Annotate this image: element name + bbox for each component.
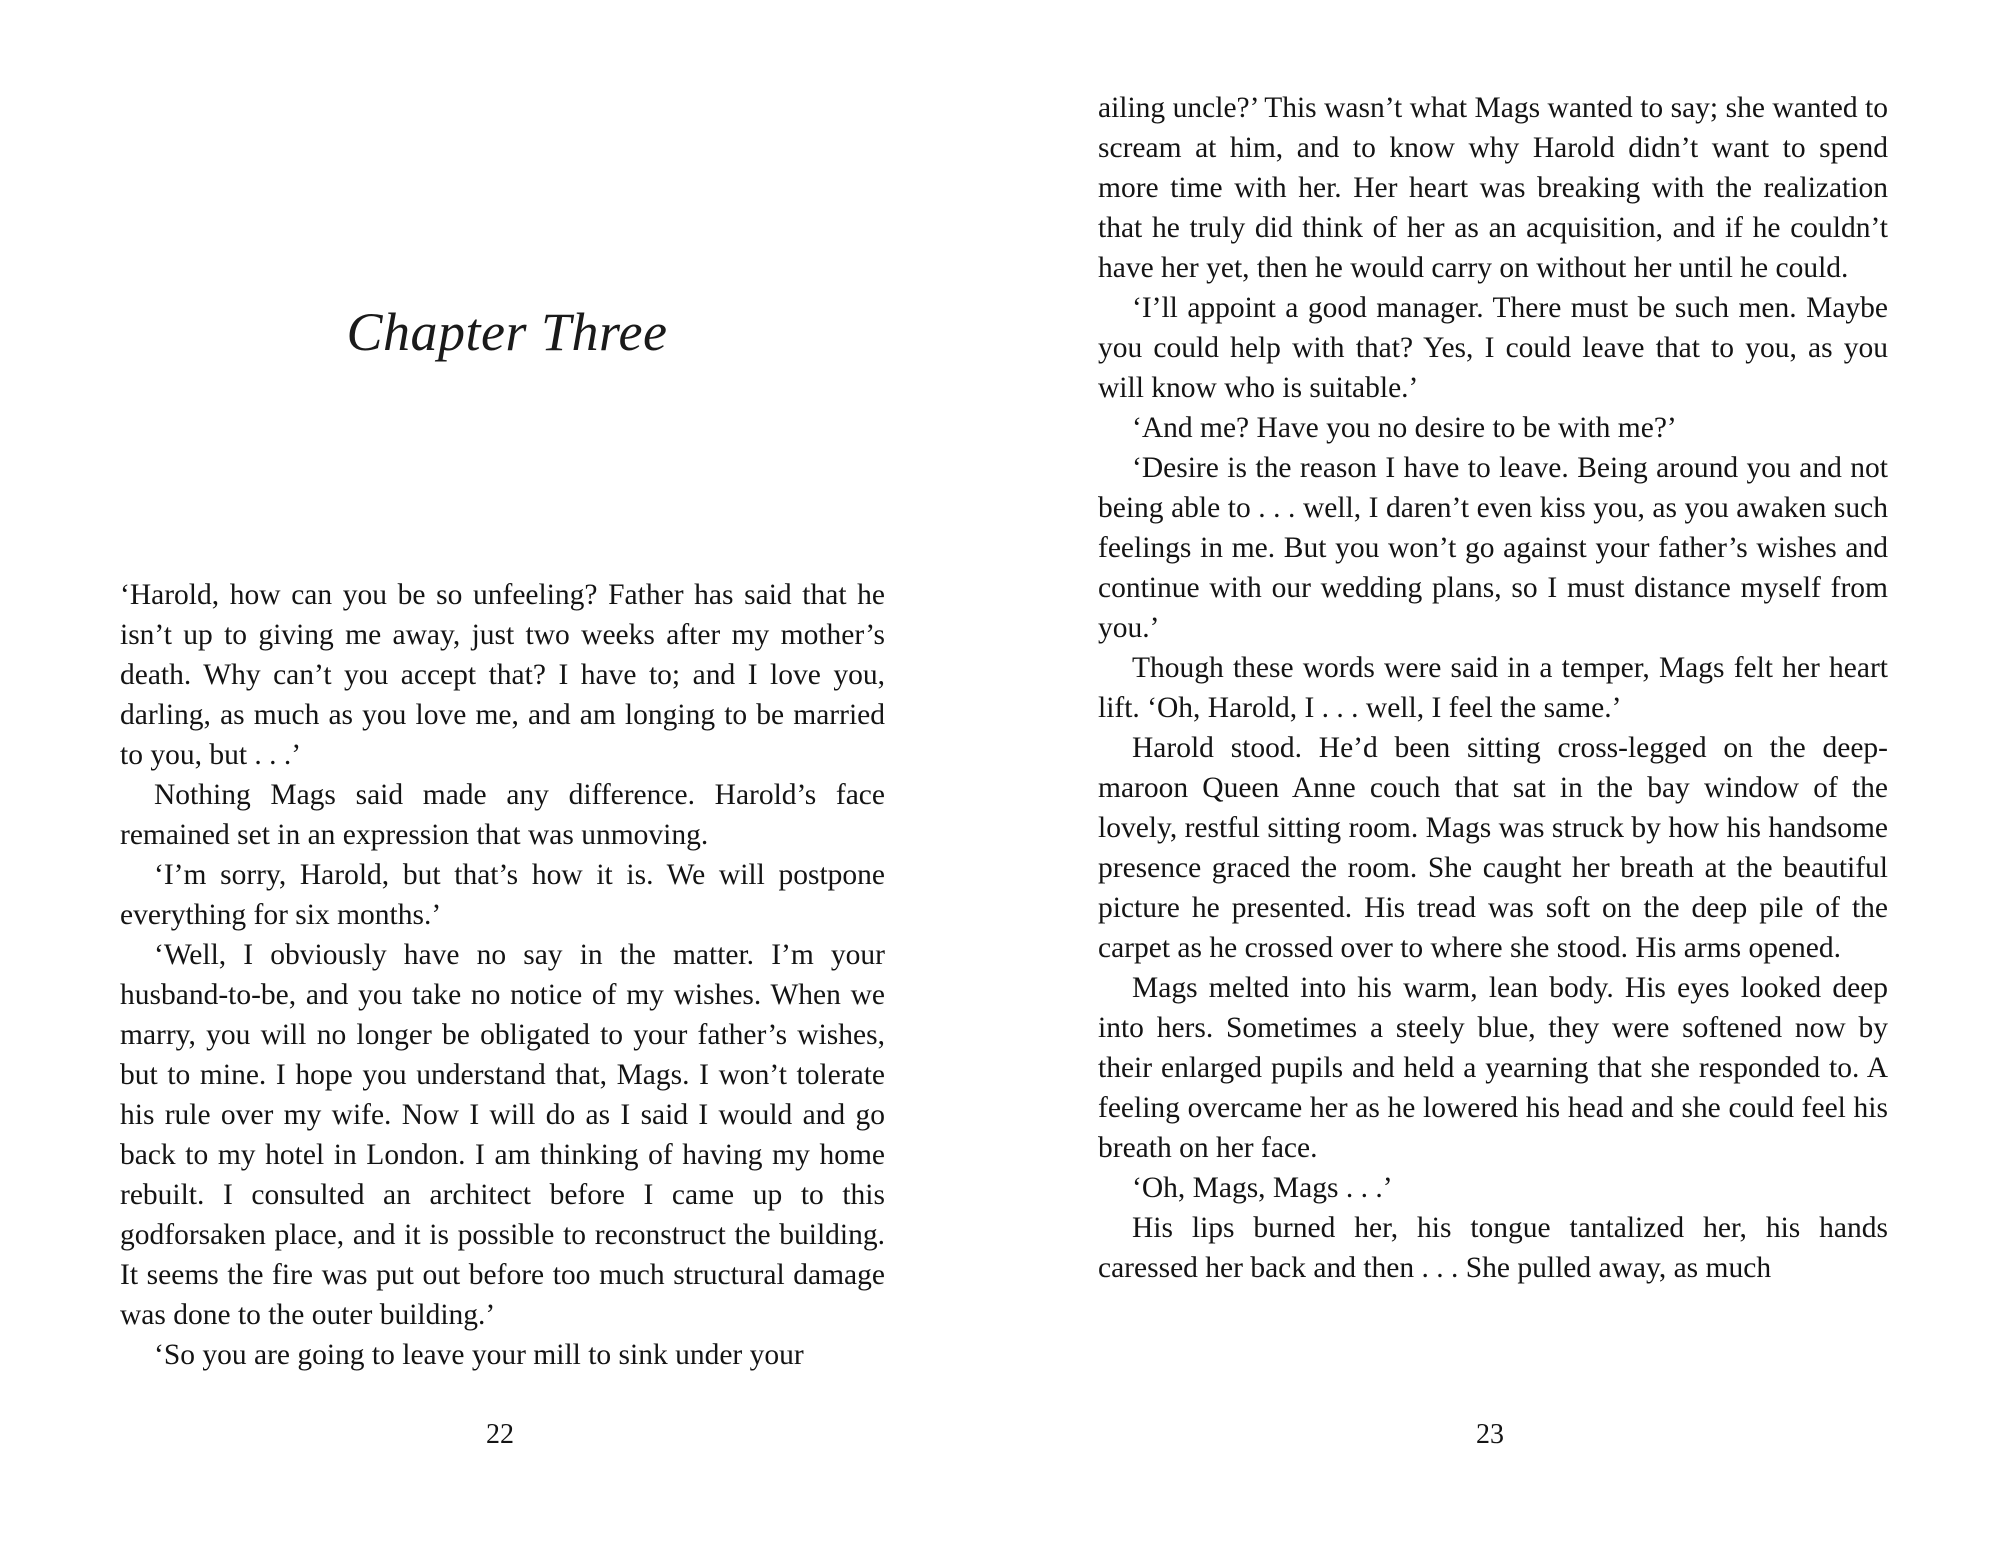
paragraph: ‘Desire is the reason I have to leave. Being around you and not being able to . . . well, I daren’t even kiss you, as you awaken such feelings in me. But you won’t go against your father’s wishes and continue with our wedding plans, so I must distance myself from you.’ bbox=[1098, 452, 1888, 644]
left-page-text bbox=[120, 575, 885, 1375]
paragraph: ailing uncle?’ This wasn’t what Mags wanted to say; she wanted to scream at him, and to know why Harold didn’t want to spend more time with her. Her heart was breaking with the realization that he truly did think of her as an acquisition, and if he couldn’t have her yet, then he would carry on without her until he could. bbox=[1098, 92, 1888, 284]
paragraph: Harold stood. He’d been sitting cross-legged on the deep-maroon Queen Anne couch that sat in the bay window of the lovely, restful sitting room. Mags was struck by how his handsome presence graced the room. She caught her breath at the beautiful picture he presented. His tread was soft on the deep pile of the carpet as he crossed over to where she stood. His arms opened. bbox=[1098, 732, 1888, 964]
page-number: 22 bbox=[486, 1419, 514, 1450]
paragraph: ‘Well, I obviously have no say in the matter. I’m your husband-to-be, and you take no notice of my wishes. When we marry, you will no longer be obligated to your father’s wishes, but to mine. I hope you understand that, Mags. I won’t tolerate his rule over my wife. Now I will do as I said I would and go back to my hotel in London. I am thinking of having my home rebuilt. I consulted an architect before I came up to this godforsaken place, and it is possible to reconstruct the building. It seems the fire was put out before too much structural damage was done to the outer building.’ bbox=[120, 939, 885, 1331]
paragraph: ‘Harold, how can you be so unfeeling? Father has said that he isn’t up to giving me away, just two weeks after my mother’s death. Why can’t you accept that? I have to; and I love you, darling, as much as you love me, and am longing to be married to you, but . . .’ bbox=[120, 579, 885, 771]
paragraph: ‘I’ll appoint a good manager. There must be such men. Maybe you could help with that? Yes, I could leave that to you, as you will know who is suitable.’ bbox=[1098, 292, 1888, 404]
page-number: 23 bbox=[1476, 1419, 1504, 1450]
paragraph: Though these words were said in a temper, Mags felt her heart lift. ‘Oh, Harold, I . . . well, I feel the same.’ bbox=[1098, 652, 1888, 724]
right-page-text bbox=[1098, 88, 1888, 1288]
paragraph: Nothing Mags said made any difference. Harold’s face remained set in an expression that was unmoving. bbox=[120, 779, 885, 851]
paragraph: ‘So you are going to leave your mill to sink under your bbox=[154, 1339, 804, 1371]
paragraph: His lips burned her, his tongue tantalized her, his hands caressed her back and then . . . She pulled away, as much bbox=[1098, 1212, 1888, 1284]
paragraph: ‘And me? Have you no desire to be with me?’ bbox=[1132, 412, 1677, 444]
paragraph: ‘I’m sorry, Harold, but that’s how it is. We will postpone everything for six months.’ bbox=[120, 859, 885, 931]
paragraph: ‘Oh, Mags, Mags . . .’ bbox=[1132, 1172, 1393, 1204]
chapter-title: Chapter Three bbox=[346, 302, 668, 362]
right-page bbox=[1000, 0, 2000, 1558]
paragraph: Mags melted into his warm, lean body. His eyes looked deep into hers. Sometimes a steely blue, they were softened now by their enlarged pupils and held a yearning that she responded to. A feeling overcame her as he lowered his head and she could feel his breath on her face. bbox=[1098, 972, 1888, 1164]
